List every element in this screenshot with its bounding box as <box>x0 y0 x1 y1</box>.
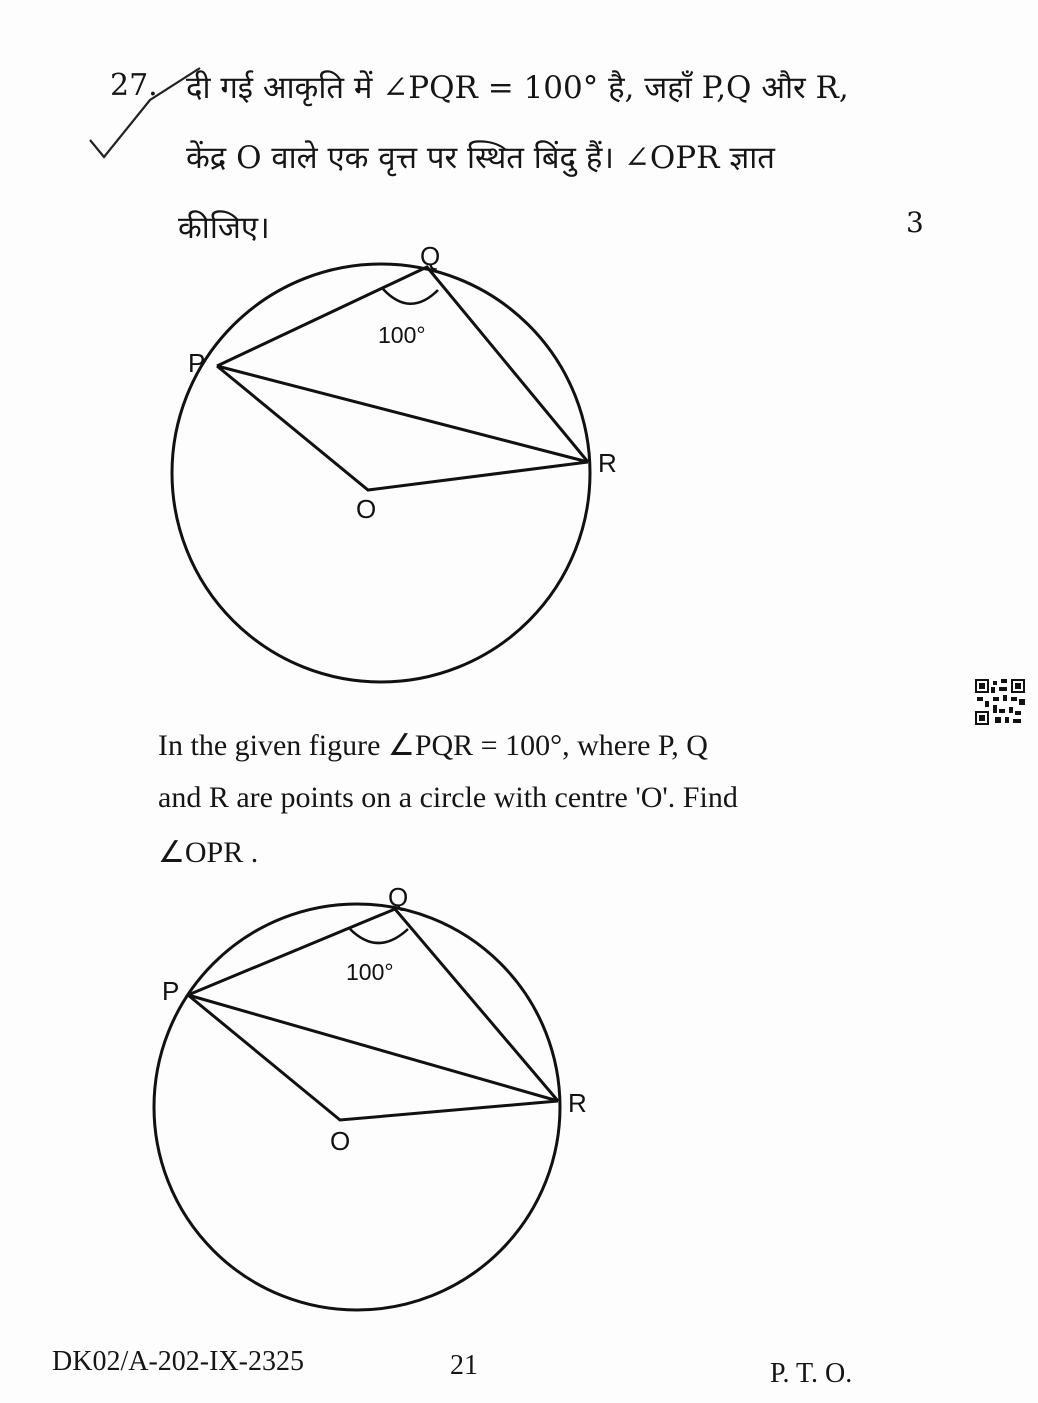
label-q: Q <box>420 241 441 271</box>
hindi-question-line-3: कीजिए। <box>178 210 270 246</box>
hindi-question-line-2: केंद्र O वाले एक वृत्त पर स्थित बिंदु हैं। ∠OPR ज्ञात <box>186 140 775 176</box>
english-question-line-2: and R are points on a circle with centre 'O'. Find <box>158 781 738 814</box>
english-question-line-3: ∠OPR . <box>158 836 259 869</box>
pto-text: P. T. O. <box>770 1358 853 1389</box>
chord-pr <box>188 995 558 1101</box>
label-o: O <box>356 494 377 524</box>
angle-label: 100° <box>346 959 394 985</box>
paper-code: DK02/A-202-IX-2325 <box>52 1346 304 1377</box>
angle-arc <box>350 929 408 943</box>
label-p: P <box>188 348 206 378</box>
label-r: R <box>568 1088 587 1118</box>
angle-label: 100° <box>378 322 426 348</box>
label-o: O <box>330 1126 351 1156</box>
hindi-question-line-1: दी गई आकृति में ∠PQR = 100° है, जहाँ P,Q और R, <box>186 70 849 106</box>
page-number: 21 <box>450 1350 478 1381</box>
question-number: 27. <box>110 68 158 103</box>
label-r: R <box>598 448 617 478</box>
radii-op-or <box>188 995 558 1120</box>
marks: 3 <box>906 206 924 239</box>
label-q: Q <box>388 882 409 912</box>
label-p: P <box>162 976 180 1006</box>
english-question-line-1: In the given figure ∠PQR = 100°, where P, Q <box>158 729 708 762</box>
